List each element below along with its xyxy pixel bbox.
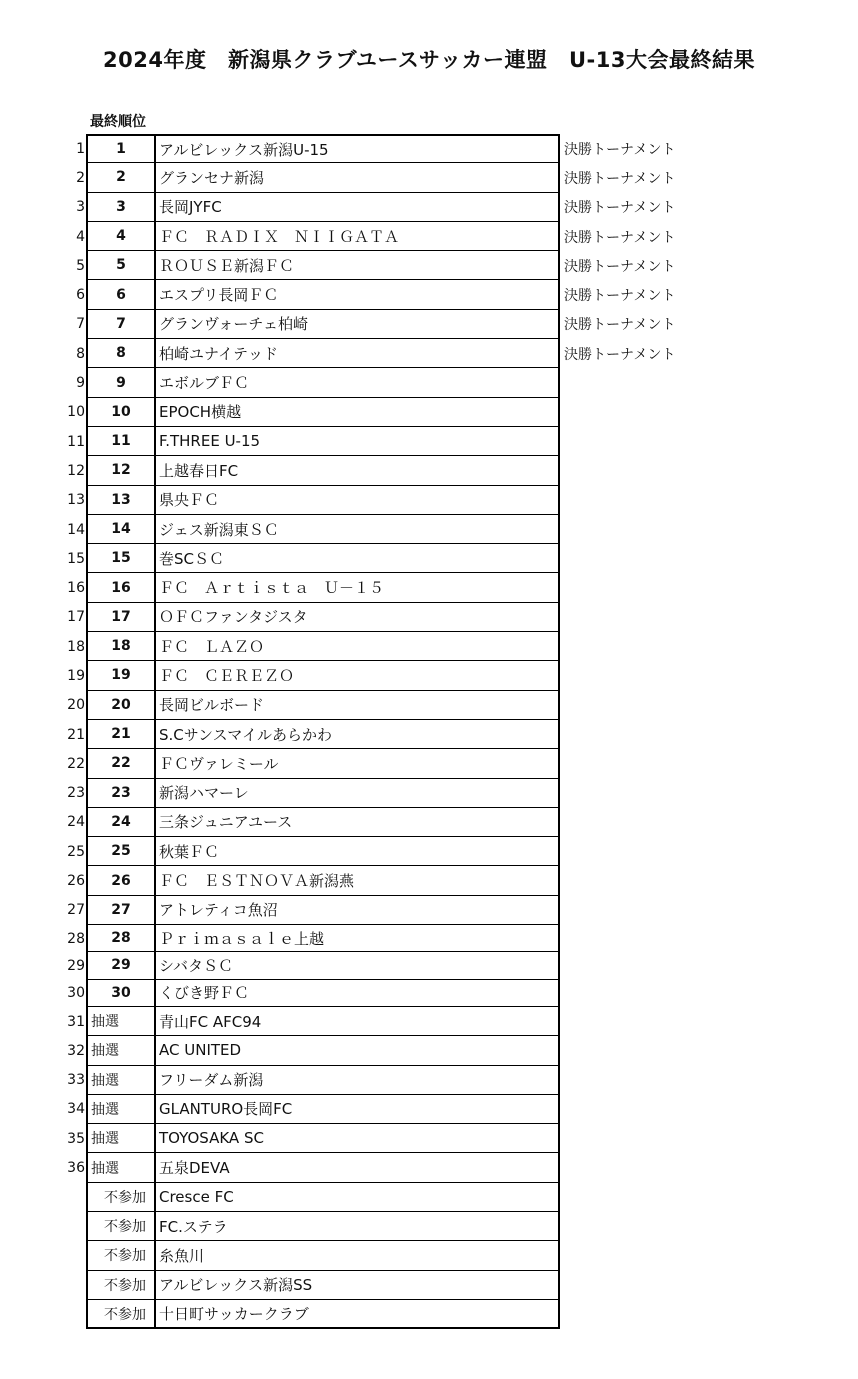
rank-cell: 不参加 [86,1241,156,1270]
team-name-cell: ＦＣ ＣＥＲＥＺＯ [156,661,560,690]
rank-cell: 抽選 [86,1036,156,1065]
tournament-note: 決勝トーナメント [564,229,676,246]
team-name-cell: 長岡JYFC [156,193,560,222]
rank-cell: 6 [86,280,156,309]
table-row [62,222,702,251]
rank-cell: 不参加 [86,1271,156,1300]
row-number: 26 [67,873,85,890]
team-name-cell: Cresce FC [156,1183,560,1212]
row-number: 19 [67,667,85,684]
row-number: 35 [67,1130,85,1147]
team-name-cell: EPOCH横越 [156,398,560,427]
row-number: 34 [67,1101,85,1118]
page-title: 2024年度 新潟県クラブユースサッカー連盟 U-13大会最終結果 [103,48,755,72]
row-number: 32 [67,1042,85,1059]
table-row [62,456,702,485]
table-row [62,1212,702,1241]
tournament-note: 決勝トーナメント [564,170,676,187]
rank-cell: 25 [86,837,156,866]
rank-cell: 23 [86,779,156,808]
rank-cell: 9 [86,368,156,397]
row-number: 31 [67,1013,85,1030]
team-name-cell: 県央ＦＣ [156,486,560,515]
row-number: 27 [67,902,85,919]
table-row [62,952,702,979]
team-name-cell: グランヴォーチェ柏崎 [156,310,560,339]
row-number: 6 [76,287,85,304]
table-row [62,632,702,661]
rank-cell: 16 [86,573,156,602]
row-number: 12 [67,462,85,479]
table-row [62,1241,702,1270]
table-row [62,368,702,397]
rank-cell: 4 [86,222,156,251]
team-name-cell: FC.ステラ [156,1212,560,1241]
table-row [62,1300,702,1329]
team-name-cell: フリーダム新潟 [156,1066,560,1095]
table-row [62,1095,702,1124]
row-number: 3 [76,199,85,216]
team-name-cell: くびき野ＦＣ [156,980,560,1007]
table-row [62,280,702,309]
table-row [62,427,702,456]
results-table [62,134,702,1329]
team-name-cell: 十日町サッカークラブ [156,1300,560,1329]
rank-cell: 21 [86,720,156,749]
table-row [62,866,702,895]
row-number: 22 [67,755,85,772]
table-row [62,1183,702,1212]
rank-cell: 26 [86,866,156,895]
table-row [62,339,702,368]
team-name-cell: TOYOSAKA SC [156,1124,560,1153]
rank-cell: 2 [86,163,156,192]
team-name-cell: ＦＣ ＲＡＤＩＸ ＮＩＩＧＡＴＡ [156,222,560,251]
tournament-note: 決勝トーナメント [564,288,676,305]
table-row [62,544,702,573]
team-name-cell: グランセナ新潟 [156,163,560,192]
table-row [62,398,702,427]
row-number: 20 [67,697,85,714]
team-name-cell: AC UNITED [156,1036,560,1065]
table-row [62,603,702,632]
row-number: 14 [67,521,85,538]
rank-cell: 30 [86,980,156,1007]
team-name-cell: ＦＣ ＥＳＴＮＯＶＡ新潟燕 [156,866,560,895]
table-row [62,515,702,544]
table-row [62,837,702,866]
table-row [62,779,702,808]
rank-cell: 17 [86,603,156,632]
table-row [62,134,702,163]
row-number: 4 [76,228,85,245]
table-row [62,193,702,222]
rank-cell: 7 [86,310,156,339]
table-row [62,1036,702,1065]
row-number: 23 [67,785,85,802]
team-name-cell: 五泉DEVA [156,1153,560,1182]
rank-cell: 22 [86,749,156,778]
table-row [62,1153,702,1182]
row-number: 25 [67,843,85,860]
row-number: 28 [67,930,85,947]
team-name-cell: 新潟ハマーレ [156,779,560,808]
team-name-cell: 長岡ビルボード [156,691,560,720]
team-name-cell: 上越春日FC [156,456,560,485]
row-number: 9 [76,375,85,392]
rank-cell: 8 [86,339,156,368]
table-row [62,896,702,925]
team-name-cell: ＯＦＣファンタジスタ [156,603,560,632]
rank-cell: 13 [86,486,156,515]
team-name-cell: アルビレックス新潟SS [156,1271,560,1300]
team-name-cell: F.THREE U-15 [156,427,560,456]
rank-cell: 抽選 [86,1153,156,1182]
tournament-note: 決勝トーナメント [564,258,676,275]
rank-cell: 24 [86,808,156,837]
team-name-cell: S.Cサンスマイルあらかわ [156,720,560,749]
rank-cell: 18 [86,632,156,661]
table-row [62,661,702,690]
row-number: 8 [76,345,85,362]
row-number: 1 [76,140,85,157]
rank-cell: 1 [86,134,156,163]
table-row [62,925,702,952]
team-name-cell: 糸魚川 [156,1241,560,1270]
rank-cell: 10 [86,398,156,427]
table-row [62,1007,702,1036]
rank-cell: 不参加 [86,1212,156,1241]
row-number: 33 [67,1072,85,1089]
rank-cell: 28 [86,925,156,952]
team-name-cell: ＲＯＵＳＥ新潟ＦＣ [156,251,560,280]
team-name-cell: ＦＣヴァレミール [156,749,560,778]
team-name-cell: アトレティコ魚沼 [156,896,560,925]
table-row [62,486,702,515]
team-name-cell: Ｐｒｉｍａｓａｌｅ上越 [156,925,560,952]
rank-cell: 3 [86,193,156,222]
rank-cell: 19 [86,661,156,690]
rank-cell: 15 [86,544,156,573]
rank-cell: 抽選 [86,1124,156,1153]
row-number: 16 [67,580,85,597]
tournament-note: 決勝トーナメント [564,346,676,363]
rank-cell: 抽選 [86,1066,156,1095]
team-name-cell: GLANTURO長岡FC [156,1095,560,1124]
team-name-cell: ジェス新潟東ＳＣ [156,515,560,544]
table-row [62,1124,702,1153]
table-row [62,720,702,749]
row-number: 24 [67,814,85,831]
team-name-cell: 三条ジュニアユース [156,808,560,837]
row-number: 10 [67,404,85,421]
row-number: 13 [67,492,85,509]
row-number: 17 [67,609,85,626]
rank-cell: 11 [86,427,156,456]
table-row [62,163,702,192]
team-name-cell: 秋葉ＦＣ [156,837,560,866]
rank-cell: 不参加 [86,1183,156,1212]
team-name-cell: ＦＣ Ａｒｔｉｓｔａ Ｕ－１５ [156,573,560,602]
team-name-cell: エスプリ長岡ＦＣ [156,280,560,309]
rank-cell: 20 [86,691,156,720]
row-number: 21 [67,726,85,743]
table-row [62,1271,702,1300]
rank-cell: 抽選 [86,1007,156,1036]
row-number: 7 [76,316,85,333]
table-row [62,980,702,1007]
row-number: 30 [67,985,85,1002]
row-number: 36 [67,1160,85,1177]
row-number: 18 [67,638,85,655]
table-row [62,691,702,720]
column-header-final-ranking: 最終順位 [90,114,146,130]
row-number: 2 [76,169,85,186]
row-number: 29 [67,957,85,974]
team-name-cell: アルビレックス新潟U-15 [156,134,560,163]
rank-cell: 29 [86,952,156,979]
team-name-cell: エボルブＦＣ [156,368,560,397]
rank-cell: 抽選 [86,1095,156,1124]
table-row [62,573,702,602]
table-row [62,251,702,280]
table-row [62,1066,702,1095]
rank-cell: 5 [86,251,156,280]
row-number: 11 [67,433,85,450]
team-name-cell: 柏崎ユナイテッド [156,339,560,368]
rank-cell: 12 [86,456,156,485]
rank-cell: 27 [86,896,156,925]
table-row [62,749,702,778]
rank-cell: 不参加 [86,1300,156,1329]
team-name-cell: シバタＳＣ [156,952,560,979]
tournament-note: 決勝トーナメント [564,141,676,158]
team-name-cell: 巻SCＳＣ [156,544,560,573]
team-name-cell: ＦＣ ＬＡＺＯ [156,632,560,661]
table-row [62,808,702,837]
table-row [62,310,702,339]
rank-cell: 14 [86,515,156,544]
row-number: 5 [76,257,85,274]
tournament-note: 決勝トーナメント [564,317,676,334]
team-name-cell: 青山FC AFC94 [156,1007,560,1036]
tournament-note: 決勝トーナメント [564,200,676,217]
row-number: 15 [67,550,85,567]
